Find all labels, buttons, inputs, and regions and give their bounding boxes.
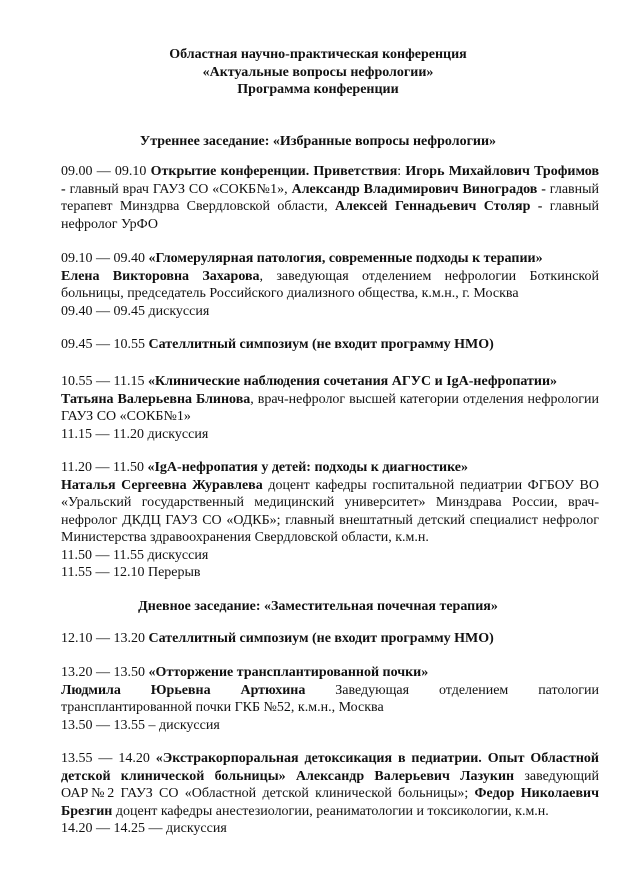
speaker-name: Александр Владимирович Виноградов -	[291, 181, 546, 197]
item-time: 11.20 — 11.50	[61, 460, 144, 475]
agenda-item-satellite-2	[61, 630, 599, 648]
item-title: Сателлитный симпозиум (не входит программу НМО)	[148, 631, 494, 646]
discussion: 11.15 — 11.20 дискуссия	[61, 426, 209, 442]
item-time: 09.10 — 09.40	[61, 251, 145, 266]
speaker-role: главный врач ГАУЗ СО «СОКБ№1»,	[69, 181, 288, 197]
item-title: «Отторжение трансплантированной почки»	[148, 665, 429, 680]
item-time: 13.20 — 13.50	[61, 665, 145, 680]
speaker-role: главный нефролог УрФО	[61, 199, 600, 232]
item-title: «IgA-нефропатия у детей: подходы к диагностике»	[147, 460, 468, 475]
speaker-role: главный терапевт Минздрва Свердловской области,	[61, 181, 600, 214]
item-time: 09.45 — 10.55	[61, 337, 145, 352]
speaker-name: Алексей Геннадьевич Столяр -	[335, 199, 543, 214]
speaker-affiliation: доцент кафедры госпитальной педиатрии ФГБОУ ВО «Уральский государственный медицинский университет» Минздрава России, врач-нефролог ДКДЦ ГАУЗ СО «ОДКБ»; главный внештатный детский специалист нефролог Министерства здравоохранения Свердловской области, к.м.н.	[61, 477, 599, 545]
speaker-name: Наталья Сергеевна Журавлева	[61, 477, 263, 493]
item-title: «Экстракорпоральная детоксикация в педиатрии. Опыт Областной детской клинической больницы»	[61, 751, 599, 784]
speaker-affiliation: Заведующая отделением патологии	[335, 682, 600, 698]
discussion: 09.40 — 09.45 дискуссия	[61, 303, 210, 319]
item-title: Сателлитный симпозиум (не входит программу НМО)	[148, 337, 494, 352]
speaker-affiliation: , врач-нефролог высшей категории отделения нефрологии ГАУЗ СО «СОКБ№1»	[61, 391, 599, 424]
item-title: «Клинические наблюдения сочетания АГУС и IgA-нефропатии»	[147, 374, 558, 389]
speaker-affiliation: , заведующая отделением нефрологии Боткинской больницы, председатель Российского диализного общества, к.м.н., г. Москва	[61, 268, 600, 301]
item-colon: :	[397, 164, 402, 179]
program-header	[0, 46, 636, 99]
agenda-item-detox	[61, 750, 599, 838]
speaker-affiliation: доцент кафедры анестезиологии, реаниматологии и токсикологии, к.м.н.	[112, 803, 549, 819]
agenda-item-satellite-1	[61, 336, 599, 354]
item-time: 10.55 — 11.15	[61, 374, 145, 389]
item-time: 13.55 — 14.20	[61, 751, 150, 766]
discussion: 14.20 — 14.25 — дискуссия	[61, 821, 227, 836]
item-title: «Гломерулярная патология, современные подходы к терапии»	[148, 251, 543, 266]
speaker-affiliation: заведующий ОАР№2 ГАУЗ СО «Областной детской клинической больницы»;	[61, 768, 599, 801]
speaker-name: Федор Николаевич Брезгин	[61, 786, 599, 819]
day-session-title: Дневное заседание: «Заместительная почечная терапия»	[138, 599, 498, 614]
morning-session-title: Утреннее заседание: «Избранные вопросы нефрологии»	[139, 134, 497, 149]
discussion: 13.50 — 13.55 – дискуссия	[61, 717, 220, 733]
agenda-item-transplant	[61, 664, 599, 734]
item-time: 12.10 — 13.20	[61, 631, 145, 646]
agenda-item-agus	[61, 373, 599, 443]
break: 11.55 — 12.10 Перерыв	[61, 565, 201, 580]
agenda-item-iga-children	[61, 459, 599, 582]
item-time: 09.00 — 09.10	[61, 164, 147, 179]
conference-topic: «Актуальные вопросы нефрологии»	[202, 64, 434, 80]
speaker-name: Елена Викторовна Захарова	[61, 268, 260, 284]
speaker-affiliation-cont: трансплантированной почки ГКБ №52, к.м.н., Москва	[61, 700, 384, 715]
speaker-name: Людмила Юрьевна Артюхина	[61, 682, 306, 698]
speaker-name: Татьяна Валерьевна Блинова	[61, 391, 251, 407]
agenda-item-glomerular	[61, 250, 599, 320]
agenda-item-opening	[61, 163, 599, 233]
program-title: Программа конференции	[237, 82, 399, 97]
conference-name: Областная научно-практическая конференция	[169, 47, 467, 62]
discussion: 11.50 — 11.55 дискуссия	[61, 547, 209, 563]
item-title: Открытие конференции. Приветствия	[150, 164, 398, 179]
speaker-name: Александр Валерьевич Лазукин	[295, 768, 515, 784]
speaker-name: Игорь Михайлович Трофимов -	[61, 164, 600, 197]
